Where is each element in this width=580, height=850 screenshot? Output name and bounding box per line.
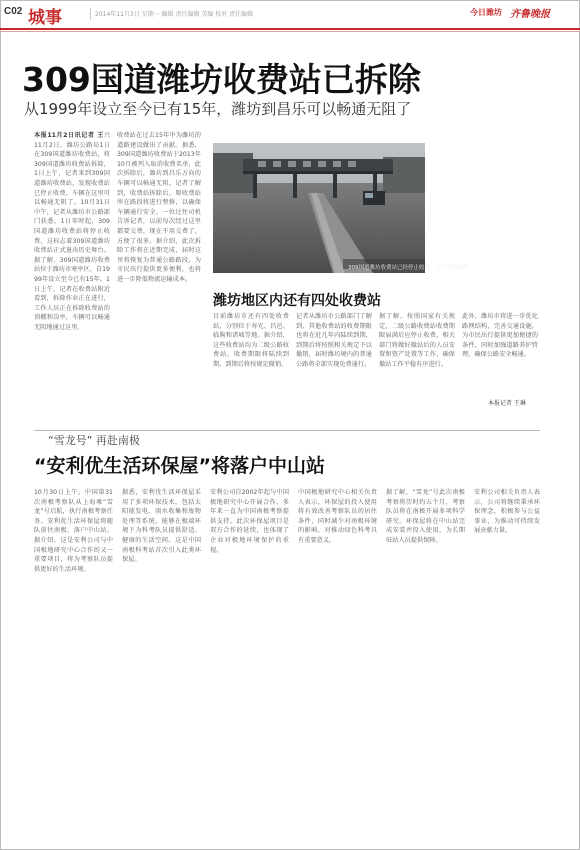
story2-headline: “安利优生活环保屋”将落户中山站: [34, 455, 325, 477]
section-name: 城事: [28, 8, 62, 28]
main-headline: 309国道潍坊收费站已拆除: [22, 60, 421, 99]
sub-col2-text: 记者从潍坊市公路部门了解到，其他收费站的收费期限也将在近几年内陆续到期，到期后将按照相关规定予以撤销，届时潍坊境内的普通公路将全部实现免费通行。: [296, 313, 372, 368]
story2-col1-text: 10月30日上午，中国第31次南极考察队从上海乘“雪龙”号启航，执行南极考察任务。安利优生活环保屋将随队前往南极，落户中山站。据介绍，这是安利公司与中国极地研究中心合作的又一重要项目，将为考察队员提供更好的生活环境。: [34, 489, 113, 573]
story-divider: [34, 430, 540, 431]
reporter-credit: 本报记者 王琳: [488, 400, 526, 407]
paper-logo: 齐鲁晚报: [510, 9, 550, 20]
story1-col2-text: 收费站在过去15年中为潍坊的道路建设做出了贡献。据悉，309国道潍坊收费站于2013年10月被列入取消收费名单，此次拆除后，潍坊到昌乐方向的车辆可以畅通无阻。记者了解到，收费站拆除后，原收费站所在路段将进行整修，以确保车辆通行安全。一位过往司机告诉记者，以前每次经过这里都要交费，现在不用交费了，方便了很多。据介绍，此次拆除工作将在近期完成，届时这里将恢复为普通公路路段，为市民出行提供更多便利，也将进一步降低物流运输成本。: [117, 132, 201, 283]
masthead-separator: [90, 8, 91, 20]
story2-col5-text: 据了解，“雪龙”号此次南极考察将历时约五个月，考察队员将在南极开展多项科学研究。环保屋将在中山站完成安装并投入使用，为长期驻站人员提供保障。: [386, 489, 465, 544]
story2-col4-text: 中国极地研究中心相关负责人表示，环保屋的投入使用将有效改善考察队员的居住条件，同时减少对南极环境的影响，对推动绿色科考具有重要意义。: [298, 489, 377, 544]
today-label: 今日潍坊: [470, 8, 502, 17]
story2-col2-text: 据悉，安利优生活环保屋采用了多项环保技术，包括太阳能发电、雨水收集和废物处理等系统，能够在极端环境下为科考队员提供舒适、健康的生活空间。这是中国南极科考站首次引入此类环保屋。: [122, 489, 201, 564]
story2-column-3: [210, 488, 289, 733]
toll-station-photo: [213, 143, 425, 273]
sub-column-3: [379, 312, 455, 422]
story2-col3-text: 安利公司自2002年起与中国极地研究中心开展合作，多年来一直为中国南极考察提供支持。此次环保屋项目是双方合作的延续，也体现了企业对极地环境保护的重视。: [210, 489, 289, 554]
photo-caption: 309国道潍坊收费站已经停止收费，正在进行拆除。: [348, 265, 474, 271]
sub-col4-text: 此外，潍坊市将进一步优化路网结构，完善交通设施，为市民出行提供更加便捷的条件，同时加强道路养护管理，确保公路安全畅通。: [462, 313, 538, 359]
issue-info: 2014年11月3日 星期一 编辑 责任编辑 美编 校对 责任编辑: [95, 11, 254, 18]
main-subhead: 从1999年设立至今已有15年，潍坊到昌乐可以畅通无阻了: [24, 100, 412, 118]
sub-col3-text: 据了解，按照国家有关规定，二级公路收费站收费期限届满后应停止收费，相关部门将做好撤站后的人员安置和资产处置等工作，确保撤站工作平稳有序进行。: [379, 313, 455, 368]
story1-column-1: [34, 131, 110, 466]
masthead: [0, 0, 580, 30]
sub-headline: 潍坊地区内还有四处收费站: [213, 293, 381, 309]
sub-col1-text: 目前潍坊市还有四处收费站，分别位于寿光、昌邑、临朐和诸城等地。据介绍，这些收费站均为二级公路收费站，收费期限将陆续到期，到期后将按规定撤销。: [213, 313, 289, 368]
story1-col1-text: 兴 11月2日，潍坊公路局1日在309国道潍坊收费站，将309国道潍坊收费站拆除，1日上午，记者来到309国道潍坊收费站，发现收费站已停止收费，车辆在这里可以畅通无阻了。10月31日中午，记者从潍坊市公路部门获悉，1日零时起，309国道潍坊收费站将停止收费，这标志着309国道潍坊收费站正式退出历史舞台。据了解，309国道潍坊收费站位于潍坊市寒亭区，自1999年设立至今已有15年。1日上午，记者在收费站附近看到，拆除作业正在进行，工作人员正在拆除收费站的顶棚和岗亭，车辆可以畅通无阻地通过这里。: [34, 132, 110, 331]
page-number: C02: [4, 6, 23, 17]
story2-column-4: [298, 488, 377, 733]
story2-column-5: [386, 488, 465, 733]
toll-station-photo-illustration: [213, 143, 425, 273]
story2-col6-text: 安利公司相关负责人表示，公司将继续秉承环保理念，积极参与公益事业，为推动可持续发展贡献力量。: [474, 489, 540, 535]
story2-column-1: [34, 488, 113, 733]
story2-column-6: [474, 488, 540, 733]
story1-column-2: [117, 131, 201, 466]
story1-byline: 本报11月2日讯记者 王: [34, 132, 104, 139]
story2-kicker: “雪龙号” 再赴南极: [48, 434, 140, 447]
sub-column-2: [296, 312, 372, 422]
sub-column-1: [213, 312, 289, 422]
masthead-rule: [0, 31, 580, 32]
story2-column-2: [122, 488, 201, 733]
